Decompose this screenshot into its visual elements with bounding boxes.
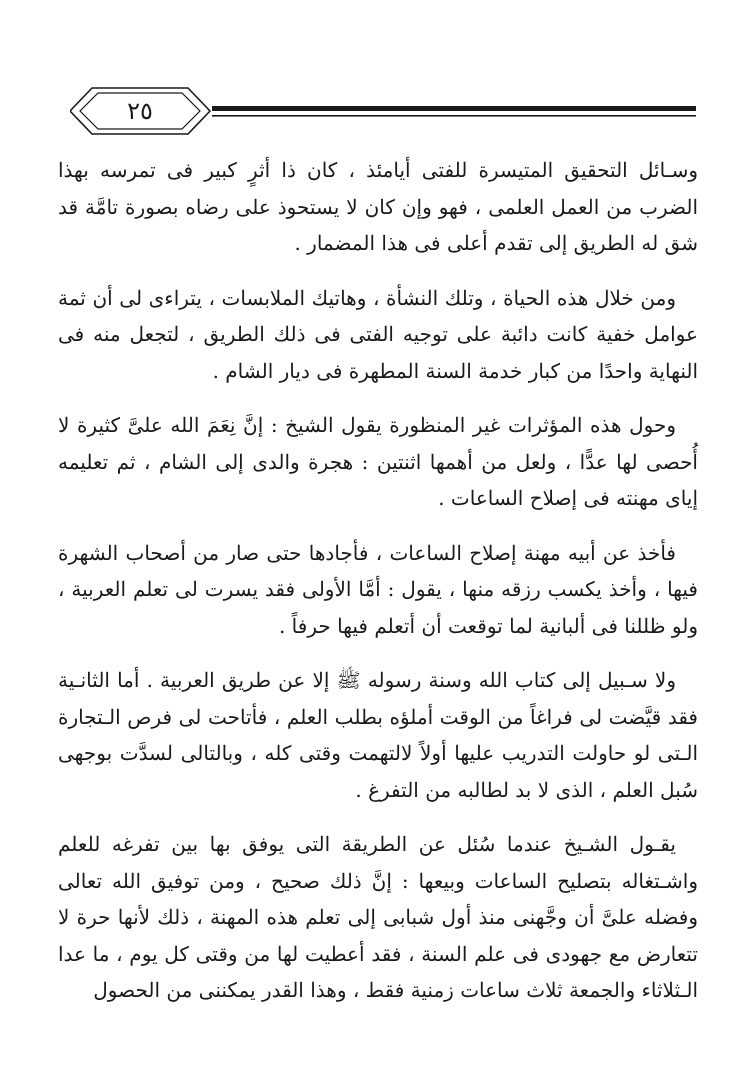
paragraph: وحول هذه المؤثرات غير المنظورة يقول الشيخ : إنَّ نِعَمَ الله علىَّ كثيرة لا أُحصى لها عدًّا ، ولعل من أهمها اثنتين : هجرة والدى إلى الشام ، ثم تعليمه إياى مهنته فى إصلاح الساعات . [58, 413, 698, 510]
paragraph: يقـول الشـيخ عندما سُئل عن الطريقة التى يوفق بها بين تفرغه للعلم واشـتغاله بتصليح الساعات وبيعها : إنَّ ذلك صحيح ، ومن توفيق الله تعالى وفضله علىَّ أن وجَّهنى منذ أول شبابى إلى تعلم هذه المهنة ، ذلك لأنها حرة لا تتعارض مع جهودى فى علم السنة ، فقد أعطيت لها من وقتى كل يوم ، ما عدا الـثلاثاء والجمعة ثلاث ساعات زمنية فقط ، وهذا القدر يمكننى من الحصول [58, 832, 698, 1002]
paragraph: ولا سـبيل إلى كتاب الله وسنة رسوله ﷺ إلا عن طريق العربية . أما الثانـية فقد قيَّضت لى فراغاً من الوقت أملؤه بطلب العلم ، فأتاحت لى فرص الـتجارة الـتى لو حاولت التدريب عليها أولاً لالتهمت وقتى كله ، وبالتالى لسدَّت بوجهى سُبل العلم ، الذى لا بد لطالبه من التفرغ . [58, 668, 698, 802]
page-number: ٢٥ [127, 97, 153, 125]
paragraph: ومن خلال هذه الحياة ، وتلك النشأة ، وهاتيك الملابسات ، يتراءى لى أن ثمة عوامل خفية كانت دائبة على توجيه الفتى فى ذلك الطريق ، لتجعل منه فى النهاية واحدًا من كبار خدمة السنة المطهرة فى ديار الشام . [58, 285, 698, 383]
page-header [70, 86, 696, 142]
paragraph: وسـائل التحقيق المتيسرة للفتى أيامئذ ، كان ذا أثرٍ كبير فى تمرسه بهذا الضرب من العمل العلمى ، فهو وإن كان لا يستحوذ على رضاه بصورة تامَّة قد شق له الطريق إلى تقدم أعلى فى هذا المضمار . [58, 158, 698, 255]
page-body [58, 152, 698, 1027]
paragraph: فأخذ عن أبيه مهنة إصلاح الساعات ، فأجادها حتى صار من أصحاب الشهرة فيها ، وأخذ يكسب رزقه منها ، يقول : أمَّا الأولى فقد يسرت لى تعلم العربية ، ولو ظللنا فى ألبانية لما توقعت أن أتعلم فيها حرفاً . [58, 540, 698, 638]
